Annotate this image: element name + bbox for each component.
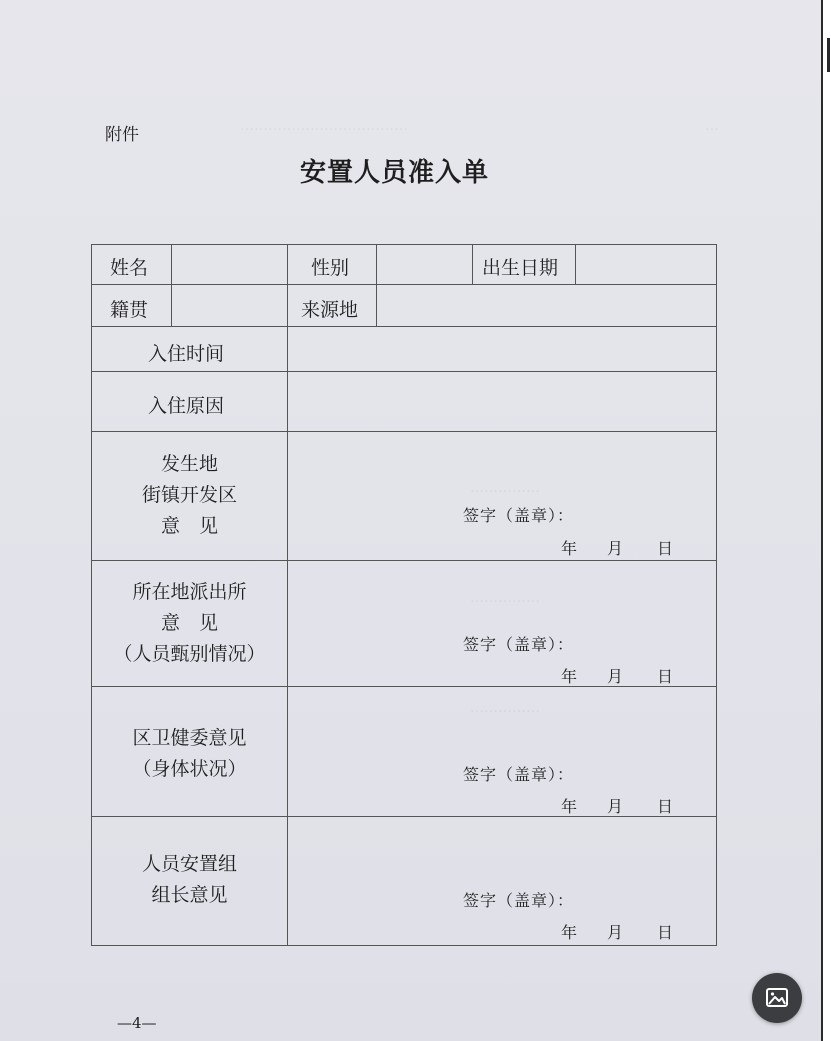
district-date-day: 日 bbox=[657, 539, 674, 558]
resettlement-opinion-label bbox=[92, 849, 287, 911]
resettlement-date-month: 月 bbox=[607, 923, 624, 942]
bleed-through-text: …………… bbox=[470, 590, 540, 606]
page-number: —4— bbox=[117, 1014, 157, 1032]
health-opinion-line: 区卫健委意见 bbox=[132, 727, 247, 749]
table-row-divider bbox=[92, 431, 716, 432]
bleed-through-text: …………… bbox=[470, 480, 540, 496]
image-viewer-button[interactable] bbox=[752, 973, 802, 1023]
native-place-field[interactable] bbox=[180, 295, 280, 319]
checkin-time-label: 入住时间 bbox=[148, 343, 225, 365]
bleed-through-text: ……………………………… bbox=[240, 118, 408, 134]
viewer-scrollbar[interactable] bbox=[821, 0, 831, 1041]
image-icon bbox=[752, 973, 802, 1023]
police-opinion-line: 意 见 bbox=[160, 612, 218, 634]
native-place-label: 籍贯 bbox=[110, 299, 149, 321]
resettlement-signature-label: 签字（盖章）： bbox=[463, 891, 575, 910]
resettlement-date-year: 年 bbox=[561, 923, 578, 942]
birth-date-label: 出生日期 bbox=[482, 257, 559, 279]
health-signature-label: 签字（盖章）： bbox=[463, 765, 575, 784]
document-title: 安置人员准入单 bbox=[300, 158, 490, 188]
health-opinion-line: （身体状况） bbox=[132, 758, 247, 780]
police-opinion-line: 所在地派出所 bbox=[132, 581, 247, 603]
table-row-divider bbox=[92, 560, 716, 561]
table-col-divider bbox=[287, 245, 288, 945]
gender-label: 性别 bbox=[311, 257, 350, 279]
police-date-year: 年 bbox=[561, 667, 578, 686]
origin-label: 来源地 bbox=[301, 299, 359, 321]
table-col-divider bbox=[472, 245, 473, 285]
table-row-divider bbox=[92, 371, 716, 372]
police-date-day: 日 bbox=[657, 667, 674, 686]
table-row-divider bbox=[92, 284, 716, 285]
police-opinion-label bbox=[92, 577, 287, 670]
gender-field[interactable] bbox=[384, 253, 466, 277]
scrollbar-thumb[interactable] bbox=[827, 38, 830, 72]
birth-date-field[interactable] bbox=[584, 253, 710, 277]
name-field[interactable] bbox=[180, 253, 280, 277]
health-date-day: 日 bbox=[657, 797, 674, 816]
police-signature-label: 签字（盖章）： bbox=[463, 635, 575, 654]
checkin-reason-label: 入住原因 bbox=[148, 395, 225, 417]
attachment-label: 附件 bbox=[105, 125, 139, 145]
resettlement-opinion-line: 人员安置组 bbox=[141, 853, 237, 875]
table-col-divider bbox=[171, 245, 172, 327]
bleed-through-text: …………… bbox=[470, 700, 540, 716]
district-signature-label: 签字（盖章）： bbox=[463, 506, 575, 525]
district-date-year: 年 bbox=[561, 539, 578, 558]
district-opinion-label bbox=[92, 449, 287, 542]
table-row-divider bbox=[92, 326, 716, 327]
table-col-divider bbox=[575, 245, 576, 285]
bleed-through-text: … bbox=[705, 118, 719, 134]
resettlement-date-day: 日 bbox=[657, 923, 674, 942]
health-date-year: 年 bbox=[561, 797, 578, 816]
police-date-month: 月 bbox=[607, 667, 624, 686]
district-opinion-line: 发生地 bbox=[160, 453, 218, 475]
origin-field[interactable] bbox=[384, 295, 710, 319]
name-label: 姓名 bbox=[110, 257, 149, 279]
health-date-month: 月 bbox=[607, 797, 624, 816]
district-opinion-line: 街镇开发区 bbox=[141, 484, 237, 506]
police-opinion-line: （人员甄别情况） bbox=[113, 643, 266, 665]
resettlement-opinion-line: 组长意见 bbox=[151, 884, 228, 906]
health-opinion-label bbox=[92, 723, 287, 785]
district-opinion-line: 意 见 bbox=[160, 515, 218, 537]
table-col-divider bbox=[376, 245, 377, 327]
district-date-month: 月 bbox=[607, 539, 624, 558]
admission-form-table bbox=[91, 244, 717, 946]
